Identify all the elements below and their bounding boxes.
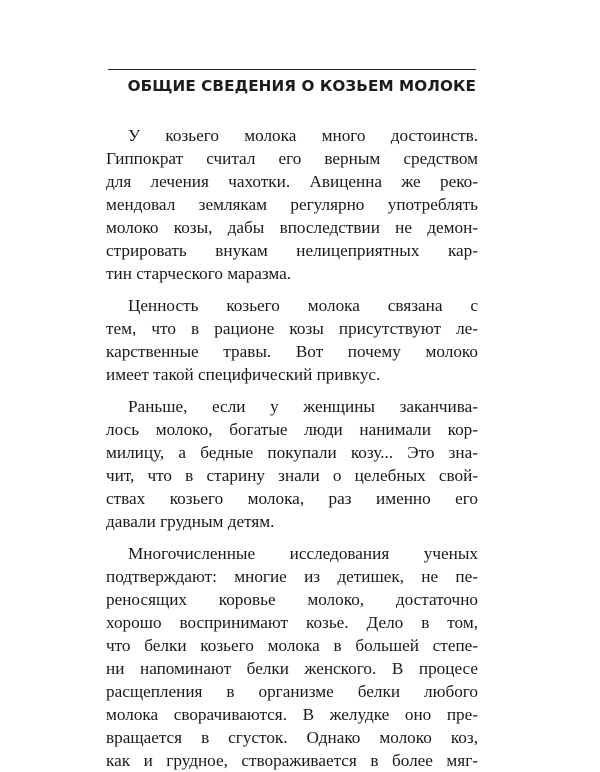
text-line: давали грудным детям. [106, 512, 275, 531]
text-line: Гиппократ считал его верным средством [106, 149, 478, 168]
text-line: вращается в сгусток. Однако молоко коз, [106, 728, 478, 747]
body-text [106, 124, 478, 772]
text-line: что белки козьего молока в большей степе- [106, 636, 478, 655]
text-line: У козьего молока много достоинств. [128, 126, 478, 145]
paragraph [106, 294, 478, 386]
paragraph [106, 395, 478, 533]
text-line: молока сворачиваются. В желудке оно пре- [106, 705, 478, 724]
text-line: милицу, а бедные покупали козу... Это зна- [106, 443, 478, 462]
text-line: лось молоко, богатые люди нанимали кор- [106, 420, 478, 439]
text-line: ствах козьего молока, раз именно его [106, 489, 478, 508]
text-line: для лечения чахотки. Авиценна же реко- [106, 172, 478, 191]
text-line: реносящих коровье молоко, достаточно [106, 590, 478, 609]
text-line: карственные травы. Вот почему молоко [106, 342, 478, 361]
text-line: мендовал землякам регулярно употреблять [106, 195, 478, 214]
text-line: тин старческого маразма. [106, 264, 292, 283]
paragraph [106, 124, 478, 285]
text-line: молоко козы, дабы впоследствии не демон- [106, 218, 478, 237]
text-line: тем, что в рационе козы присутствуют ле- [106, 319, 478, 338]
chapter-title: ОБЩИЕ СВЕДЕНИЯ О КОЗЬЕМ МОЛОКЕ [127, 77, 476, 95]
text-line: Раньше, если у женщины заканчива- [128, 397, 478, 416]
text-line: имеет такой специфический привкус. [106, 365, 381, 384]
text-line: чит, что в старину знали о целебных свой- [106, 466, 478, 485]
text-line: Ценность козьего молока связана с [128, 296, 478, 315]
text-line: расщепления в организме белки любого [106, 682, 478, 701]
text-line: подтверждают: многие из детишек, не пе- [106, 567, 478, 586]
text-line: ни напоминают белки женского. В процесе [106, 659, 478, 678]
paragraph [106, 542, 478, 772]
text-line: как и грудное, створаживается в более мяг- [106, 751, 478, 770]
text-line: Многочисленные исследования ученых [128, 544, 478, 563]
text-line: хорошо воспринимают козье. Дело в том, [106, 613, 478, 632]
header-rule [108, 69, 476, 70]
text-line: стрировать внукам нелицеприятных кар- [106, 241, 478, 260]
